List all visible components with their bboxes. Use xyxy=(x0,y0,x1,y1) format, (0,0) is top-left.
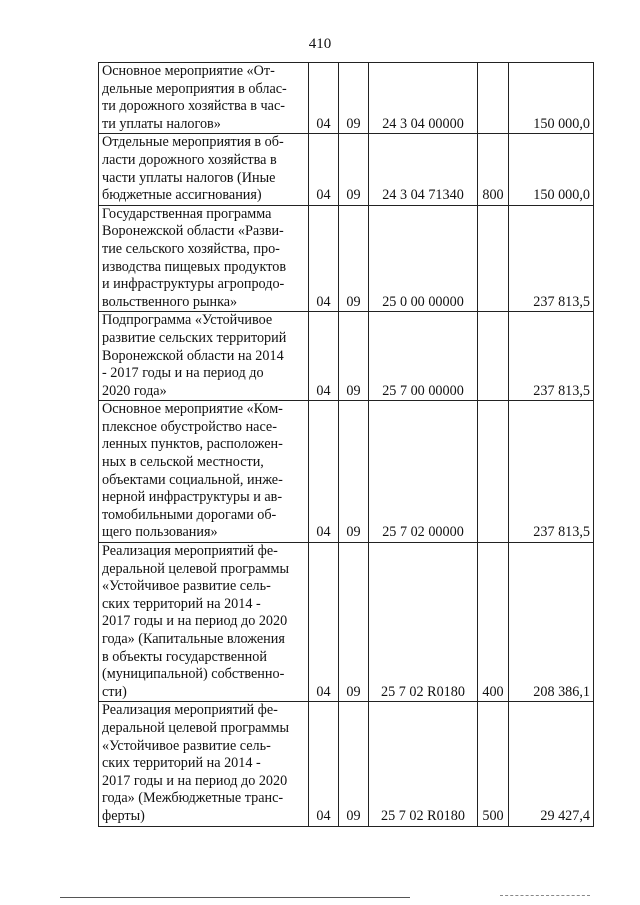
row-rz: 04 xyxy=(309,401,339,543)
row-csr: 24 3 04 00000 xyxy=(369,63,478,134)
row-rz: 04 xyxy=(309,63,339,134)
row-name: Подпрограмма «Устойчивое развитие сельских территорий Воронежской области на 2014 - 2017 годы и на период до 2020 года» xyxy=(99,312,309,401)
row-vr: 800 xyxy=(478,134,509,205)
row-sum: 237 813,5 xyxy=(509,401,594,543)
row-pr: 09 xyxy=(339,134,369,205)
row-csr: 25 7 00 00000 xyxy=(369,312,478,401)
table-row xyxy=(99,312,594,401)
row-pr: 09 xyxy=(339,401,369,543)
row-name: Основное мероприятие «Ком- плексное обустройство насе- ленных пунктов, расположен- ных в сельской местности, объектами социальной, инже- нерной инфраструктуры и ав- томобильными дорогами об- щего пользования» xyxy=(99,401,309,543)
footer-dotted-rule xyxy=(500,895,590,896)
row-sum: 237 813,5 xyxy=(509,312,594,401)
row-sum: 150 000,0 xyxy=(509,134,594,205)
row-csr: 25 7 02 00000 xyxy=(369,401,478,543)
row-name: Реализация мероприятий фе- деральной целевой программы «Устойчивое развитие сель- ских территорий на 2014 - 2017 годы и на период до 2020 года» (Капитальные вложения в объекты государственной (муниципальной) собственно- сти) xyxy=(99,543,309,702)
row-csr: 25 7 02 R0180 xyxy=(369,543,478,702)
row-sum: 208 386,1 xyxy=(509,543,594,702)
row-name: Отдельные мероприятия в об- ласти дорожного хозяйства в части уплаты налогов (Иные бюджетные ассигнования) xyxy=(99,134,309,205)
row-vr xyxy=(478,63,509,134)
row-csr: 25 7 02 R0180 xyxy=(369,702,478,826)
row-rz: 04 xyxy=(309,312,339,401)
row-vr xyxy=(478,205,509,312)
row-vr xyxy=(478,312,509,401)
table-row xyxy=(99,134,594,205)
row-sum: 29 427,4 xyxy=(509,702,594,826)
row-rz: 04 xyxy=(309,134,339,205)
page-number: 410 xyxy=(308,36,332,52)
row-csr: 25 0 00 00000 xyxy=(369,205,478,312)
table-row xyxy=(99,205,594,312)
row-sum: 237 813,5 xyxy=(509,205,594,312)
row-pr: 09 xyxy=(339,312,369,401)
row-rz: 04 xyxy=(309,702,339,826)
row-rz: 04 xyxy=(309,543,339,702)
row-pr: 09 xyxy=(339,63,369,134)
row-vr xyxy=(478,401,509,543)
budget-table xyxy=(98,62,594,827)
row-name: Реализация мероприятий фе- деральной целевой программы «Устойчивое развитие сель- ских территорий на 2014 - 2017 годы и на период до 2020 года» (Межбюджетные транс- ферты) xyxy=(99,702,309,826)
footer-rule xyxy=(60,897,410,898)
table-row xyxy=(99,401,594,543)
row-vr: 500 xyxy=(478,702,509,826)
row-pr: 09 xyxy=(339,205,369,312)
table-row xyxy=(99,702,594,826)
table-row xyxy=(99,543,594,702)
row-sum: 150 000,0 xyxy=(509,63,594,134)
row-vr: 400 xyxy=(478,543,509,702)
row-name: Основное мероприятие «От- дельные мероприятия в облас- ти дорожного хозяйства в час- ти уплаты налогов» xyxy=(99,63,309,134)
table-row xyxy=(99,63,594,134)
row-name: Государственная программа Воронежской области «Разви- тие сельского хозяйства, про- изводства пищевых продуктов и инфраструктуры агропродо- вольственного рынка» xyxy=(99,205,309,312)
row-csr: 24 3 04 71340 xyxy=(369,134,478,205)
row-pr: 09 xyxy=(339,702,369,826)
row-rz: 04 xyxy=(309,205,339,312)
row-pr: 09 xyxy=(339,543,369,702)
